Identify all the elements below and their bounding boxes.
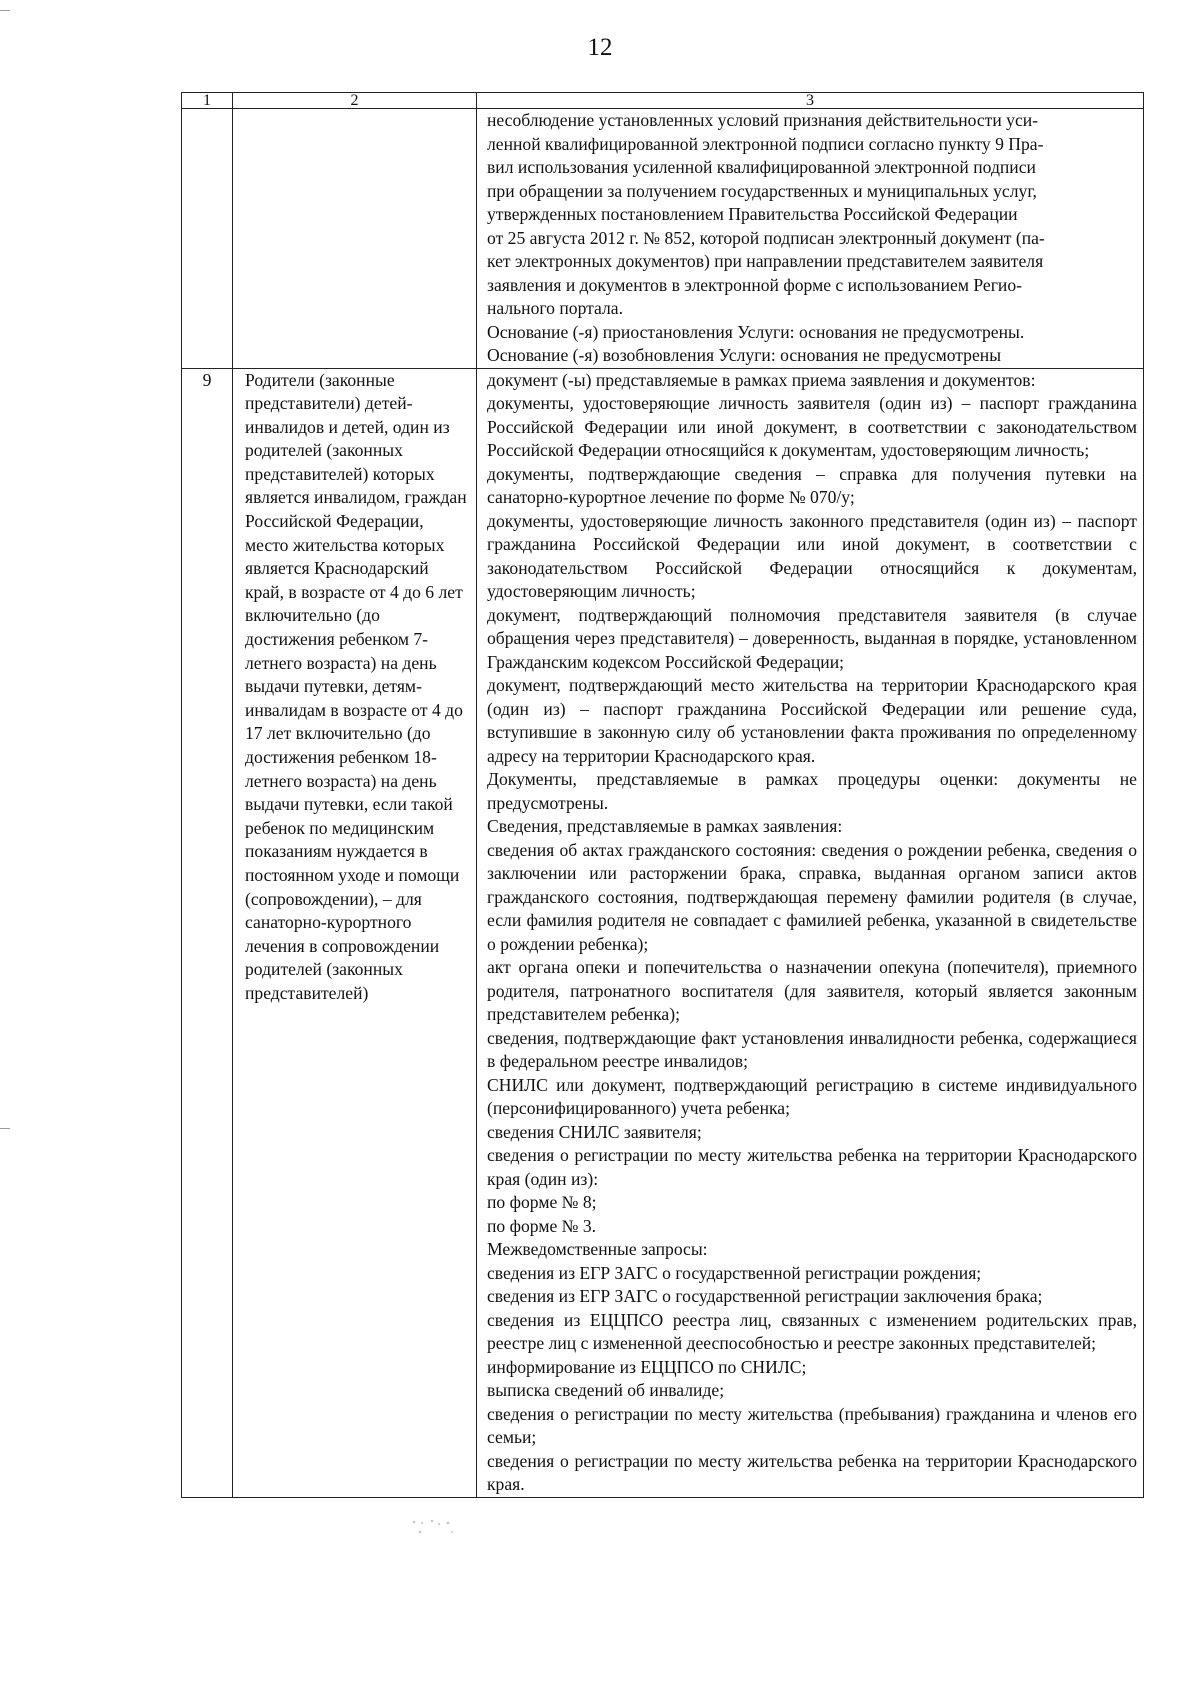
text-line: ленной квалифицированной электронной подписи согласно пункту 9 Пра- (487, 133, 1044, 154)
text-paragraph: сведения об актах гражданского состояния: сведения о рождении ребенка, сведения о заключении или расторжении брака, справка, выданная органом записи актов гражданского состояния, подтверждающая перемену фамилии родителя (в случае, если фамилия родителя не совпадает с фамилией ребенка, указанной в свидетельстве о рождении ребенка); (487, 839, 1137, 954)
row-number-cell: 9 (182, 368, 233, 1497)
text-paragraph: Сведения, представляемые в рамках заявления: (487, 816, 843, 836)
document-table (181, 92, 1144, 1498)
documents-cell (477, 368, 1144, 1497)
text-line: кет электронных документов) при направлении представителем заявителя (487, 251, 1044, 271)
text-paragraph: документ, подтверждающий место жительства на территории Краснодарского края (один из) – паспорт гражданина Российской Федерации или решение суда, вступившие в законную силу об установлении факта проживания по определенному адресу на территории Краснодарского края. (487, 675, 1137, 766)
header-col-2: 2 (233, 93, 477, 109)
text-paragraph: Документы, представляемые в рамках процедуры оценки: документы не предусмотрены. (487, 769, 1137, 813)
text-line: нального портала. (487, 298, 623, 318)
grounds-cell (477, 109, 1144, 369)
text-paragraph: СНИЛС или документ, подтверждающий регистрацию в системе индивидуального (персонифицированного) учета ребенка; (487, 1074, 1137, 1118)
text-paragraph: документ (-ы) представляемые в рамках приема заявления и документов: (487, 369, 1036, 390)
row-number-cell (182, 109, 233, 369)
text-paragraph: акт органа опеки и попечительства о назначении опекуна (попечителя), приемного родителя, патронатного воспитателя (для заявителя, который является законным представителем ребенка); (487, 957, 1137, 1024)
text-paragraph: информирование из ЕЦЦПСО по СНИЛС; (487, 1356, 807, 1377)
text-paragraph: сведения из ЕГР ЗАГС о государственной регистрации рождения; (487, 1262, 982, 1283)
text-line: несоблюдение установленных условий признания действительности уси- (487, 110, 1039, 130)
scan-edge-mark (0, 10, 10, 11)
text-paragraph: документы, удостоверяющие личность законного представителя (один из) – паспорт гражданина Российской Федерации или иной документ, в соответствии с законодательством Российской Федерации относящийся к документам, удостоверяющим личность; (487, 510, 1137, 601)
text-paragraph: сведения из ЕГР ЗАГС о государственной регистрации заключения брака; (487, 1286, 1043, 1306)
text-line: Основание (-я) приостановления Услуги: основания не предусмотрены. (487, 321, 1025, 342)
text-paragraph: по форме № 3. (487, 1215, 597, 1236)
text-paragraph: сведения о регистрации по месту жительства ребенка на территории Краснодарского края. (487, 1450, 1137, 1494)
text-paragraph: Межведомственные запросы: (487, 1239, 708, 1259)
text-line: Основание (-я) возобновления Услуги: основания не предусмотрены (487, 345, 1002, 365)
applicant-cell: Родители (законные представители) детей-инвалидов и детей, один из родителей (законных представителей) которых является инвалидом, граждан Российской Федерации, место жительства которых является Краснодарский край, в возрасте от 4 до 6 лет включительно (до достижения ребенком 7-летнего возраста) на день выдачи путевки, детям-инвалидам в возрасте от 4 до 17 лет включительно (до достижения ребенком 18-летнего возраста) на день выдачи путевки, если такой ребенок по медицинским показаниям нуждается в постоянном уходе и помощи (сопровождении), – для санаторно-курортного лечения в сопровождении родителей (законных представителей) (233, 368, 477, 1497)
text-paragraph: документы, удостоверяющие личность заявителя (один из) – паспорт гражданина Российской Федерации или иной документ, в соответствии с законодательством Российской Федерации относящийся к документам, удостоверяющим личность; (487, 393, 1137, 460)
page-number: 12 (587, 34, 613, 61)
text-paragraph: документ, подтверждающий полномочия представителя заявителя (в случае обращения через представителя) – доверенность, выданная в порядке, установленном Гражданским кодексом Российской Федерации; (487, 604, 1137, 672)
header-col-3: 3 (477, 93, 1144, 109)
table-header-row (182, 93, 1144, 109)
text-line: вил использования усиленной квалифицированной электронной подписи (487, 157, 1036, 177)
text-paragraph: сведения о регистрации по месту жительства ребенка на территории Краснодарского края (один из): (487, 1145, 1137, 1189)
text-line: от 25 августа 2012 г. № 852, которой подписан электронный документ (па- (487, 227, 1045, 248)
text-line: при обращении за получением государственных и муниципальных услуг, (487, 180, 1037, 201)
applicant-cell (233, 109, 477, 369)
text-paragraph: документы, подтверждающие сведения – справка для получения путевки на санаторно-курортное лечение по форме № 070/у; (487, 463, 1137, 507)
scan-smudge (408, 1516, 460, 1538)
text-line: утвержденных постановлением Правительства Российской Федерации (487, 204, 1018, 224)
text-paragraph: сведения из ЕЦЦПСО реестра лиц, связанных с изменением родительских прав, реестре лиц с измененной дееспособностью и реестре законных представителей; (487, 1309, 1137, 1353)
header-col-1: 1 (182, 93, 233, 109)
text-paragraph: сведения СНИЛС заявителя; (487, 1121, 702, 1142)
table-row-9 (182, 368, 1144, 1497)
text-paragraph: сведения о регистрации по месту жительства (пребывания) гражданина и членов его семьи; (487, 1403, 1137, 1447)
text-line: заявления и документов в электронной форме с использованием Регио- (487, 274, 1022, 295)
table-row-continued (182, 109, 1144, 369)
text-paragraph: сведения, подтверждающие факт установления инвалидности ребенка, содержащиеся в федеральном реестре инвалидов; (487, 1027, 1137, 1071)
text-paragraph: выписка сведений об инвалиде; (487, 1380, 725, 1400)
scan-edge-mark (0, 1128, 10, 1129)
text-paragraph: по форме № 8; (487, 1192, 597, 1212)
